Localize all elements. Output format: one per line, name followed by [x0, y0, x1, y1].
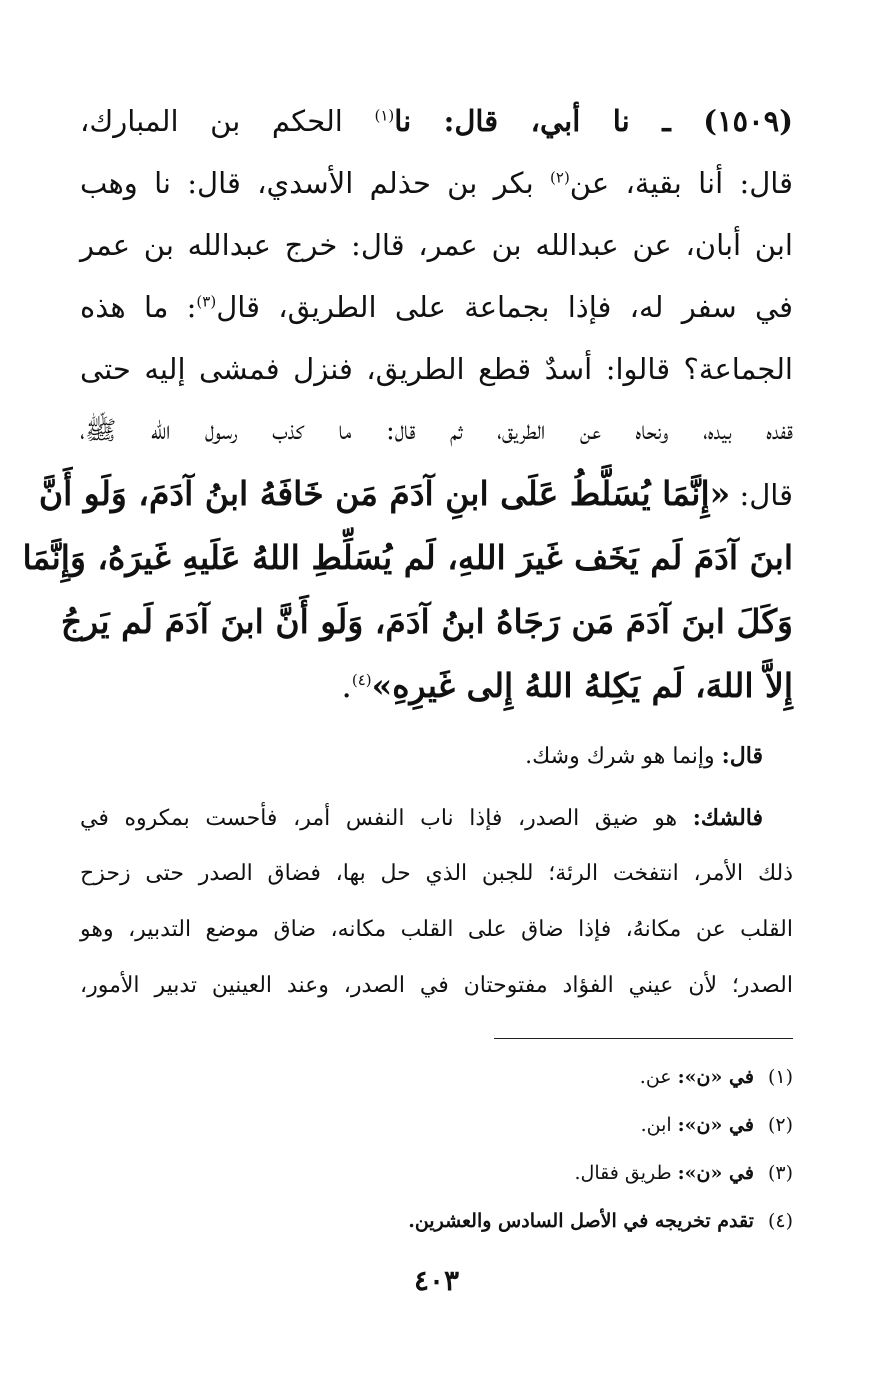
hadith-line-4-a: في سفر له، فإذا بجماعة على الطريق، قال [216, 290, 793, 324]
commentary-qal-label: قال: [721, 743, 763, 769]
commentary-line-1-text: هو ضيق الصدر، فإذا ناب النفس أمر، فأحست بمكروه في [80, 806, 693, 831]
footnote-ref-3[interactable]: (٣) [196, 292, 217, 311]
commentary-line-3: القلب عن مكانهُ، فإذا ضاق على القلب مكانه، ضاق موضع التدبير، وهو [80, 917, 793, 942]
commentary [80, 728, 793, 1014]
hadith-line-10 [80, 654, 793, 718]
footnote-1 [80, 1053, 793, 1101]
footnote-1-number: (١) [767, 1066, 793, 1088]
hadith-line-6: قفده بيده، ونحاه عن الطريق، ثم قال: ما كذب رسول الله ﷺ، [80, 416, 793, 446]
footnotes [80, 1053, 793, 1245]
footnote-ref-2[interactable]: (٢) [550, 168, 570, 187]
hadith-number: (١٥٠٩) [703, 104, 793, 138]
hadith-line-7-a: قال: [730, 478, 793, 512]
hadith-line-2-b: بكر بن حذلم الأسدي، قال: نا وهب [80, 166, 551, 200]
footnote-3 [80, 1149, 793, 1197]
commentary-qal-text: وإنما هو شرك وشك. [525, 744, 722, 769]
hadith-intro [80, 90, 793, 462]
hadith-line-7 [38, 462, 793, 526]
footnote-1-text: عن. [639, 1066, 678, 1088]
hadith-line-1-b: الحكم بن المبارك، [80, 104, 375, 138]
footnote-3-label: في «ن»: [677, 1162, 754, 1184]
footnote-ref-1[interactable]: (١) [374, 106, 395, 125]
commentary-line-4: الصدر؛ لأن عيني الفؤاد مفتوحتان في الصدر، وعند العينين تدبير الأمور، [80, 973, 793, 998]
hadith-line-1-a: ـ نا أبي، قال: نا [394, 104, 704, 138]
hadith-line-4-b: : ما هذه [80, 290, 197, 324]
footnote-ref-4[interactable]: (٤) [351, 671, 372, 689]
footnote-2-number: (٢) [767, 1114, 793, 1136]
hadith-line-7-quote: «إِنَّمَا يُسَلَّطُ عَلَى ابنِ آدَمَ مَن خَافَهُ ابنُ آدَمَ، وَلَو أَنَّ [38, 474, 731, 513]
footnote-3-number: (٣) [767, 1162, 793, 1184]
footnote-3-text: طريق فقال. [574, 1162, 678, 1184]
footnote-2-label: في «ن»: [677, 1114, 754, 1136]
footnote-2 [80, 1101, 793, 1149]
hadith-line-5: الجماعة؟ قالوا: أسدٌ قطع الطريق، فنزل فمشى إليه حتى [80, 352, 793, 386]
hadith-line-8: ابنَ آدَمَ لَم يَخَف غَيرَ اللهِ، لَم يُسَلِّطِ اللهُ عَلَيهِ غَيرَهُ، وَإِنَّمَا [22, 538, 793, 577]
hadith-line-9: وَكَلَ ابنَ آدَمَ مَن رَجَاهُ ابنُ آدَمَ، وَلَو أَنَّ ابنَ آدَمَ لَم يَرجُ [60, 602, 793, 641]
hadith-quote [22, 462, 793, 718]
footnote-4 [80, 1197, 793, 1245]
hadith-line-2-a: قال: أنا بقية، عن [569, 166, 793, 200]
hadith-line-2 [80, 152, 793, 214]
page-number: ٤٠٣ [413, 1264, 460, 1297]
footnote-2-text: ابن. [640, 1114, 678, 1136]
footnote-4-text: تقدم تخريجه في الأصل السادس والعشرين. [408, 1210, 754, 1232]
hadith-line-4 [80, 276, 793, 338]
commentary-qal [80, 728, 793, 784]
footnote-4-number: (٤) [767, 1210, 793, 1232]
footnote-divider [494, 1038, 793, 1039]
hadith-line-1 [80, 90, 793, 152]
footnote-1-label: في «ن»: [677, 1066, 754, 1088]
commentary-line-2: ذلك الأمر، انتفخت الرئة؛ للجبن الذي حل بها، فضاق الصدر حتى زحزح [80, 861, 793, 886]
hadith-line-3: ابن أبان، عن عبدالله بن عمر، قال: خرج عبدالله بن عمر [80, 228, 793, 262]
hadith-line-10-b: . [341, 666, 352, 705]
commentary-shak-label: فالشك: [692, 805, 763, 831]
commentary-line-1 [80, 790, 793, 846]
hadith-line-10-a: إِلاَّ اللهَ، لَم يَكِلهُ اللهُ إِلى غَيرِهِ» [371, 666, 793, 705]
